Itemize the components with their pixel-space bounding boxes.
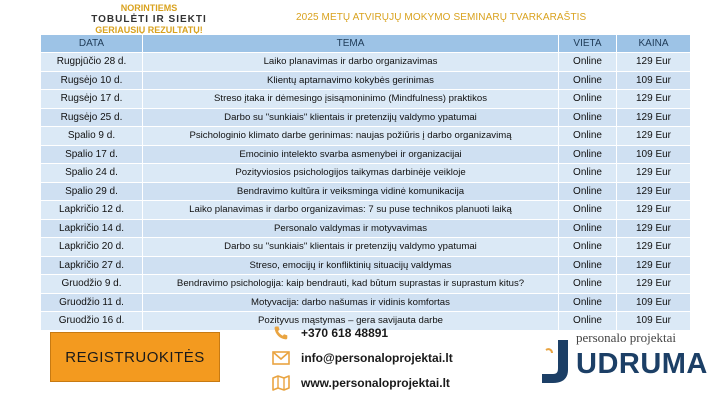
cell-venue: Online <box>559 293 617 312</box>
table-row <box>41 108 691 127</box>
cell-topic: Pozityviosios psichologijos taikymas darbinėje veikloje <box>143 164 559 183</box>
map-icon <box>272 374 290 392</box>
cell-topic: Pozityvus mąstymas – gera savijauta darbe <box>143 312 559 331</box>
cell-price: 129 Eur <box>617 238 691 257</box>
cell-venue: Online <box>559 275 617 294</box>
cell-date: Rugpjūčio 28 d. <box>41 53 143 72</box>
cell-topic: Klientų aptarnavimo kokybės gerinimas <box>143 71 559 90</box>
cell-venue: Online <box>559 219 617 238</box>
cell-topic: Motyvacija: darbo našumas ir vidinis komfortas <box>143 293 559 312</box>
email-link[interactable]: info@personaloprojektai.lt <box>301 350 453 365</box>
cell-topic: Laiko planavimas ir darbo organizavimas <box>143 53 559 72</box>
table-header-row <box>41 35 691 53</box>
column-header-price: KAINA <box>617 35 691 53</box>
phone-icon <box>272 324 290 342</box>
cell-price: 129 Eur <box>617 90 691 109</box>
cell-price: 129 Eur <box>617 53 691 72</box>
table-row <box>41 256 691 275</box>
table-row <box>41 182 691 201</box>
table-row <box>41 90 691 109</box>
cell-price: 129 Eur <box>617 108 691 127</box>
phone-number[interactable]: +370 618 48891 <box>301 325 389 340</box>
cell-venue: Online <box>559 164 617 183</box>
register-button[interactable]: REGISTRUOKITĖS <box>50 332 220 382</box>
schedule-table <box>40 34 691 331</box>
cell-topic: Bendravimo psichologija: kaip bendrauti, kad būtum suprastas ir suprastum kitus? <box>143 275 559 294</box>
logo-wordmark: UDRUMA <box>576 348 708 380</box>
cell-price: 109 Eur <box>617 71 691 90</box>
page-title: 2025 METŲ ATVIRŲJŲ MOKYMO SEMINARŲ TVARKARAŠTIS <box>296 12 587 23</box>
cell-topic: Darbo su "sunkiais" klientais ir pretenzijų valdymo ypatumai <box>143 238 559 257</box>
cell-venue: Online <box>559 108 617 127</box>
cell-venue: Online <box>559 90 617 109</box>
cell-venue: Online <box>559 53 617 72</box>
cell-date: Spalio 29 d. <box>41 182 143 201</box>
cell-date: Lapkričio 12 d. <box>41 201 143 220</box>
cell-date: Spalio 24 d. <box>41 164 143 183</box>
company-logo <box>538 330 718 390</box>
cell-venue: Online <box>559 201 617 220</box>
cell-price: 109 Eur <box>617 145 691 164</box>
cell-price: 129 Eur <box>617 201 691 220</box>
cell-date: Spalio 17 d. <box>41 145 143 164</box>
envelope-icon <box>272 349 290 367</box>
cell-topic: Streso įtaka ir dėmesingo įsisąmoninimo (Mindfulness) praktikos <box>143 90 559 109</box>
cell-venue: Online <box>559 145 617 164</box>
tagline-line-2: TOBULĖTI IR SIEKTI <box>91 14 207 25</box>
cell-topic: Psichologinio klimato darbe gerinimas: naujas požiūris į darbo organizavimą <box>143 127 559 146</box>
cell-date: Gruodžio 9 d. <box>41 275 143 294</box>
column-header-topic: TEMA <box>143 35 559 53</box>
cell-date: Gruodžio 16 d. <box>41 312 143 331</box>
cell-venue: Online <box>559 312 617 331</box>
column-header-venue: VIETA <box>559 35 617 53</box>
cell-topic: Personalo valdymas ir motyvavimas <box>143 219 559 238</box>
schedule-body <box>41 53 691 331</box>
cell-price: 129 Eur <box>617 164 691 183</box>
table-row <box>41 127 691 146</box>
column-header-date: DATA <box>41 35 143 53</box>
tagline <box>84 3 214 36</box>
cell-topic: Streso, emocijų ir konfliktinių situacijų valdymas <box>143 256 559 275</box>
table-row <box>41 71 691 90</box>
table-row <box>41 275 691 294</box>
cell-topic: Darbo su "sunkiais" klientais ir pretenzijų valdymo ypatumai <box>143 108 559 127</box>
cell-venue: Online <box>559 71 617 90</box>
table-row <box>41 201 691 220</box>
cell-date: Spalio 9 d. <box>41 127 143 146</box>
cell-price: 129 Eur <box>617 219 691 238</box>
tagline-line-3: GERIAUSIŲ REZULTATŲ! <box>95 25 203 35</box>
contact-phone <box>272 320 453 345</box>
cell-venue: Online <box>559 182 617 201</box>
cell-venue: Online <box>559 238 617 257</box>
cell-topic: Bendravimo kultūra ir veiksminga vidinė komunikacija <box>143 182 559 201</box>
cell-price: 129 Eur <box>617 182 691 201</box>
cell-date: Rugsėjo 17 d. <box>41 90 143 109</box>
tagline-line-1: NORINTIEMS <box>120 3 178 13</box>
table-row <box>41 293 691 312</box>
cell-date: Lapkričio 20 d. <box>41 238 143 257</box>
cell-price: 129 Eur <box>617 275 691 294</box>
cell-date: Rugsėjo 10 d. <box>41 71 143 90</box>
table-row <box>41 238 691 257</box>
cell-price: 109 Eur <box>617 293 691 312</box>
contact-list <box>272 320 453 395</box>
logo-mark <box>538 338 572 384</box>
cell-venue: Online <box>559 127 617 146</box>
cell-venue: Online <box>559 256 617 275</box>
logo-subtitle: personalo projektai <box>576 330 676 345</box>
cell-date: Lapkričio 27 d. <box>41 256 143 275</box>
cell-topic: Laiko planavimas ir darbo organizavimas: 7 su puse technikos planuoti laiką <box>143 201 559 220</box>
table-row <box>41 164 691 183</box>
cell-date: Lapkričio 14 d. <box>41 219 143 238</box>
website-link[interactable]: www.personaloprojektai.lt <box>301 375 450 390</box>
cell-price: 109 Eur <box>617 312 691 331</box>
table-row <box>41 219 691 238</box>
cell-date: Gruodžio 11 d. <box>41 293 143 312</box>
cell-date: Rugsėjo 25 d. <box>41 108 143 127</box>
contact-email <box>272 345 453 370</box>
cell-topic: Emocinio intelekto svarba asmenybei ir organizacijai <box>143 145 559 164</box>
cell-price: 129 Eur <box>617 127 691 146</box>
table-row <box>41 145 691 164</box>
table-row <box>41 53 691 72</box>
cell-price: 129 Eur <box>617 256 691 275</box>
contact-website <box>272 370 453 395</box>
